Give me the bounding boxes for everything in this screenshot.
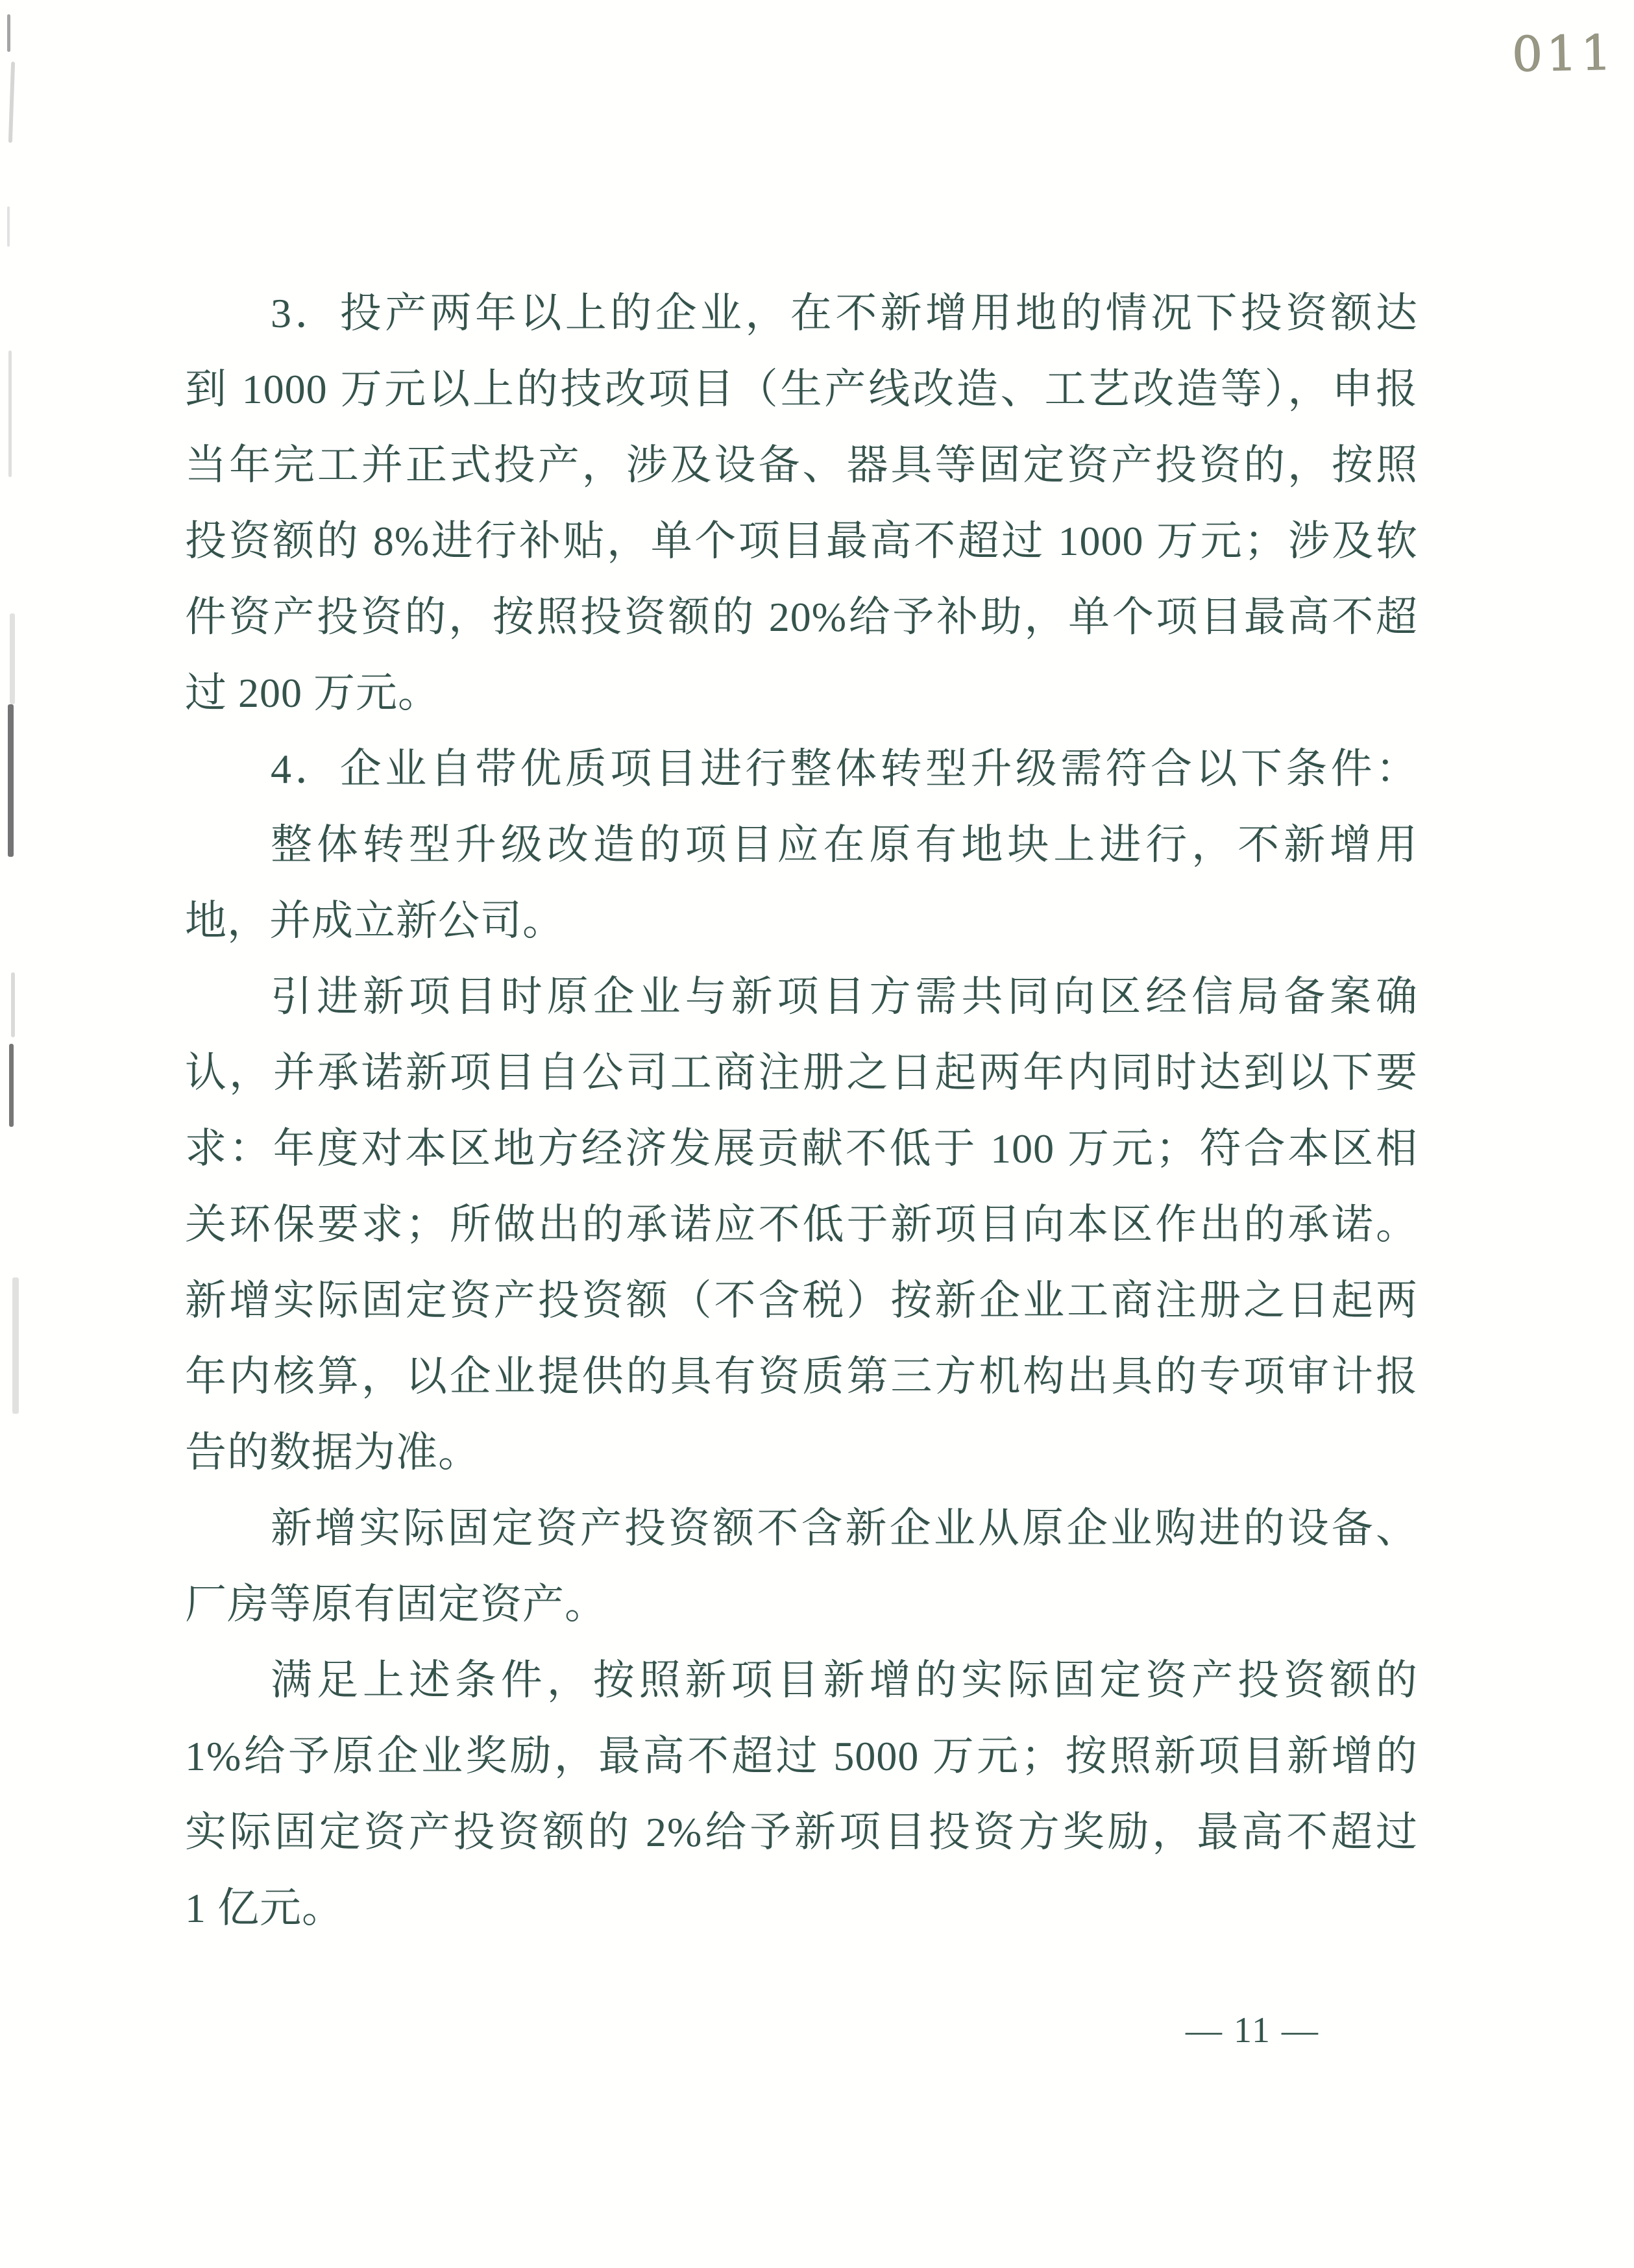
text-line: 新增实际固定资产投资额（不含税）按新企业工商注册之日起两 [185,1277,1418,1324]
text-line: 告的数据为准。 [185,1429,480,1475]
text-line: 地，并成立新公司。 [185,898,565,944]
text-line: 求：年度对本区地方经济发展贡献不低于 100 万元；符合本区相 [185,1126,1418,1172]
text-line: 新增实际固定资产投资额不含新企业从原企业购进的设备、 [271,1505,1418,1551]
text-line: 实际固定资产投资额的 2%给予新项目投资方奖励，最高不超过 [185,1809,1418,1855]
scan-artifact [9,1044,14,1127]
text-line: 件资产投资的，按照投资额的 20%给予补助，单个项目最高不超 [185,594,1418,640]
text-line: 3．投产两年以上的企业，在不新增用地的情况下投资额达 [271,290,1418,336]
text-line: 到 1000 万元以上的技改项目（生产线改造、工艺改造等），申报 [185,366,1418,412]
scan-artifact [12,1277,19,1414]
document-body [185,275,1418,1946]
text-line: 满足上述条件，按照新项目新增的实际固定资产投资额的 [271,1657,1418,1703]
text-line: 厂房等原有固定资产。 [185,1581,607,1627]
text-line: 整体转型升级改造的项目应在原有地块上进行，不新增用 [271,822,1418,868]
text-line: 投资额的 8%进行补贴，单个项目最高不超过 1000 万元；涉及软 [185,518,1418,564]
scan-artifact [7,14,10,52]
text-line: 4．企业自带优质项目进行整体转型升级需符合以下条件： [271,746,1418,792]
page-number: — 11 — [1186,2010,1319,2051]
text-line: 1 亿元。 [185,1885,344,1931]
text-line: 1%给予原企业奖励，最高不超过 5000 万元；按照新项目新增的 [185,1733,1418,1779]
scan-artifact [10,613,15,704]
scan-artifact [8,704,14,857]
scan-artifact [8,62,15,143]
text-line: 年内核算，以企业提供的具有资质第三方机构出具的专项审计报 [185,1353,1418,1399]
text-line: 关环保要求；所做出的承诺应不低于新项目向本区作出的承诺。 [185,1202,1418,1248]
text-line: 当年完工并正式投产，涉及设备、器具等固定资产投资的，按照 [185,442,1418,488]
page-stamp-number: 011 [1511,25,1616,83]
text-line: 认，并承诺新项目自公司工商注册之日起两年内同时达到以下要 [185,1050,1418,1096]
text-line: 引进新项目时原企业与新项目方需共同向区经信局备案确 [271,974,1418,1020]
scan-artifact [11,972,15,1037]
scan-artifact [7,206,10,247]
text-line: 过 200 万元。 [185,670,440,716]
scan-artifact [8,351,12,477]
